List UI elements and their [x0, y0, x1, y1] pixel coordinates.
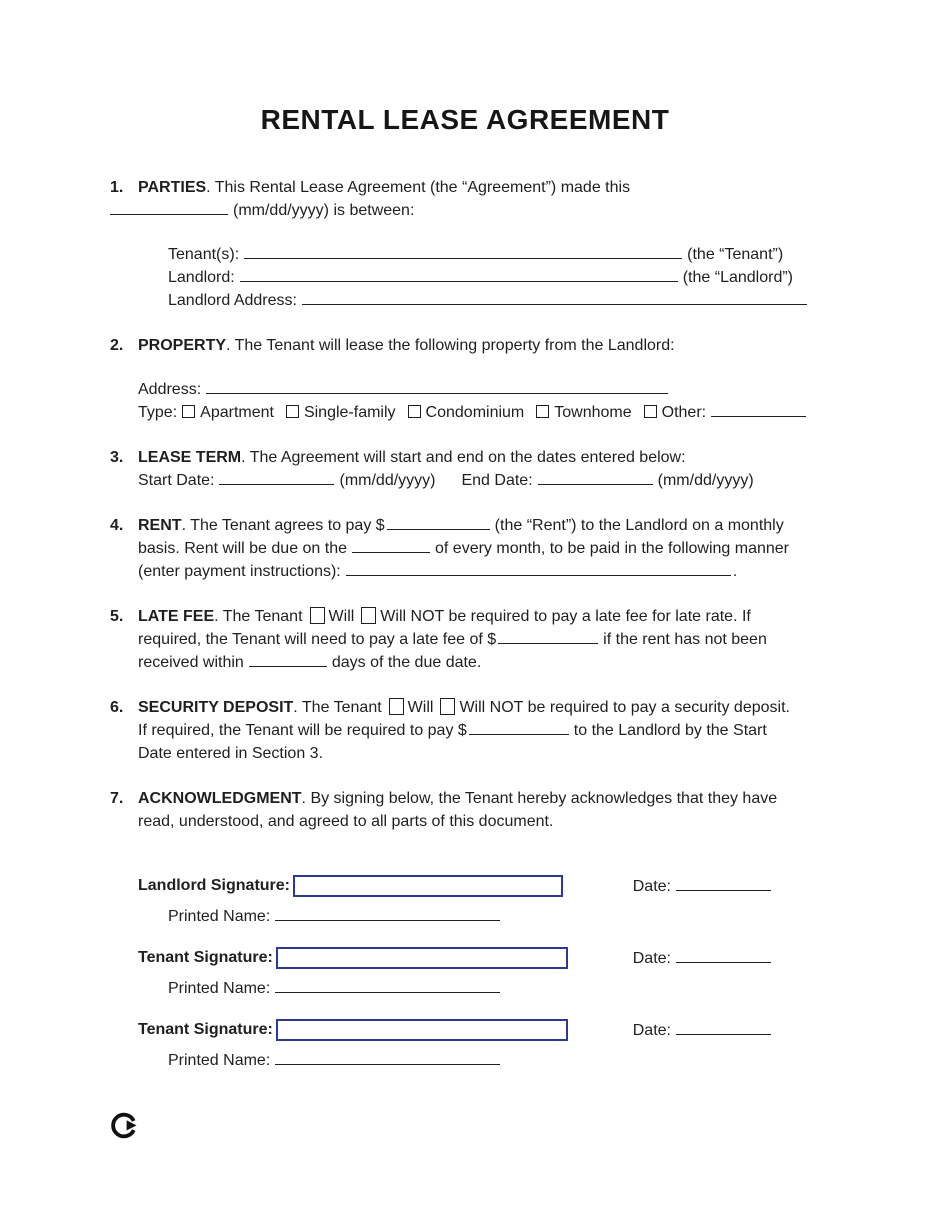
- type-option-single-family: [286, 404, 396, 421]
- option-label: Condominium: [425, 404, 525, 421]
- rent-text-2b: of every month, to be paid in the following manner: [435, 540, 789, 557]
- checkbox-condominium[interactable]: [408, 405, 421, 418]
- blank-rent-amount: [387, 515, 490, 530]
- date-group: [633, 1020, 776, 1040]
- section-lease-term: [110, 446, 820, 492]
- section-number: 2.: [110, 337, 124, 354]
- checkbox-latefee-will-not[interactable]: [361, 607, 376, 624]
- checkbox-apartment[interactable]: [182, 405, 195, 418]
- section-heading: PROPERTY: [138, 337, 227, 354]
- type-option-townhome: [536, 404, 631, 421]
- printed-name-label: Printed Name:: [168, 980, 271, 997]
- signature-block: [110, 875, 820, 1072]
- lease-term-dates-line: [110, 469, 820, 492]
- acknowledgment-text-2: read, understood, and agreed to all parts of this document.: [138, 813, 554, 830]
- rent-intro-text-2: (the “Rent”) to the Landlord on a monthly: [494, 517, 784, 534]
- blank-payment-instructions: [346, 561, 731, 576]
- type-option-other: [644, 404, 811, 421]
- blank-late-days: [249, 652, 327, 667]
- landlord-address-label: Landlord Address:: [168, 292, 297, 309]
- blank-tenant-printed-name-1: [275, 978, 500, 993]
- blank-start-date: [219, 470, 334, 485]
- tenant-signature-label: Tenant Signature:: [138, 949, 273, 966]
- date-label: Date:: [632, 1022, 671, 1039]
- circular-arrow-logo-icon: [110, 1112, 137, 1139]
- date-group: [633, 876, 776, 896]
- option-label: Other:: [661, 404, 707, 421]
- property-intro-text: . The Tenant will lease the following property from the Landlord:: [226, 337, 675, 354]
- tenant-printed-name-row-1: [110, 977, 820, 1000]
- blank-landlord-date: [676, 876, 771, 891]
- checkbox-deposit-will[interactable]: [389, 698, 404, 715]
- tenant-label: Tenant(s):: [168, 246, 240, 263]
- late-fee-text-2a: required, the Tenant will need to pay a late fee of $: [138, 631, 497, 648]
- parties-intro-text: . This Rental Lease Agreement (the “Agreement”) made this: [206, 179, 631, 196]
- property-address-label: Address:: [138, 381, 202, 398]
- acknowledgment-intro-text: . By signing below, the Tenant hereby acknowledges that they have: [301, 790, 778, 807]
- section-number: 7.: [110, 790, 124, 807]
- footer-logo: [110, 1112, 820, 1144]
- section-number: 6.: [110, 699, 124, 716]
- blank-security-deposit-amount: [469, 720, 569, 735]
- acknowledgment-line-1: [110, 787, 820, 810]
- security-deposit-line-1: [110, 696, 820, 719]
- late-fee-text-3a: received within: [138, 654, 244, 671]
- section-heading: SECURITY DEPOSIT: [138, 699, 294, 716]
- landlord-signature-label: Landlord Signature:: [138, 877, 290, 894]
- property-line-1: [110, 334, 820, 357]
- payment-instructions-label: (enter payment instructions):: [138, 563, 341, 580]
- rent-text-2a: basis. Rent will be due on the: [138, 540, 348, 557]
- section-heading: LEASE TERM: [138, 449, 242, 466]
- parties-intro-text-2: (mm/dd/yyyy) is between:: [233, 202, 415, 219]
- security-deposit-intro-text: . The Tenant: [293, 699, 382, 716]
- section-property: [110, 334, 820, 424]
- late-fee-line-2: [110, 628, 820, 651]
- blank-due-day: [352, 538, 430, 553]
- landlord-suffix: (the “Landlord”): [682, 269, 793, 286]
- tenant-signature-input-2[interactable]: [276, 1019, 568, 1041]
- landlord-address-line: [110, 289, 820, 312]
- lease-term-intro-text: . The Agreement will start and end on the dates entered below:: [241, 449, 686, 466]
- checkbox-deposit-will-not[interactable]: [440, 698, 455, 715]
- blank-tenant-name: [244, 244, 682, 259]
- checkbox-single-family[interactable]: [286, 405, 299, 418]
- landlord-signature-input[interactable]: [293, 875, 563, 897]
- blank-landlord-printed-name: [275, 906, 500, 921]
- parties-line-1: [110, 176, 820, 199]
- section-number: 4.: [110, 517, 124, 534]
- blank-end-date: [538, 470, 653, 485]
- deposit-will-not-text: Will NOT be required to pay a security deposit.: [459, 699, 790, 716]
- start-date-label: Start Date:: [138, 472, 215, 489]
- blank-tenant-printed-name-2: [275, 1050, 500, 1065]
- section-parties: [110, 176, 820, 312]
- option-label: Apartment: [200, 404, 274, 421]
- tenant-printed-name-row-2: [110, 1049, 820, 1072]
- printed-name-label: Printed Name:: [168, 908, 271, 925]
- landlord-printed-name-row: [110, 905, 820, 928]
- tenant-suffix: (the “Tenant”): [687, 246, 784, 263]
- rent-line-3: [110, 560, 820, 583]
- tenant-signature-row-1: [110, 947, 820, 969]
- property-type-label: Type:: [138, 404, 178, 421]
- document-title: RENTAL LEASE AGREEMENT: [260, 104, 670, 135]
- blank-other-type: [711, 402, 806, 417]
- late-fee-line-1: [110, 605, 820, 628]
- tenant-name-line: [110, 243, 820, 266]
- late-fee-text-3b: days of the due date.: [331, 654, 482, 671]
- blank-late-fee-amount: [498, 629, 598, 644]
- rent-intro-text: . The Tenant agrees to pay $: [181, 517, 385, 534]
- start-date-format: (mm/dd/yyyy): [339, 472, 436, 489]
- section-number: 1.: [110, 179, 124, 196]
- late-fee-will-label: Will: [328, 608, 355, 625]
- landlord-name-line: [110, 266, 820, 289]
- spacer: [110, 222, 820, 243]
- deposit-text-2a: If required, the Tenant will be required to pay $: [138, 722, 467, 739]
- rent-text-3-end: .: [732, 563, 738, 580]
- type-option-apartment: [182, 404, 274, 421]
- section-heading: LATE FEE: [138, 608, 215, 625]
- checkbox-latefee-will[interactable]: [310, 607, 325, 624]
- late-fee-intro-text: . The Tenant: [214, 608, 303, 625]
- rent-line-2: [110, 537, 820, 560]
- tenant-signature-row-2: [110, 1019, 820, 1041]
- late-fee-line-3: [110, 651, 820, 674]
- blank-tenant-date-1: [676, 948, 771, 963]
- deposit-text-3: Date entered in Section 3.: [138, 745, 324, 762]
- option-label: Single-family: [303, 404, 396, 421]
- acknowledgment-line-2: [110, 810, 820, 833]
- checkbox-townhome[interactable]: [536, 405, 549, 418]
- blank-landlord-address: [302, 290, 807, 305]
- section-late-fee: [110, 605, 820, 674]
- section-rent: [110, 514, 820, 583]
- late-fee-will-not-text: Will NOT be required to pay a late fee for late rate. If: [380, 608, 751, 625]
- section-security-deposit: [110, 696, 820, 765]
- property-type-line: [110, 401, 820, 424]
- blank-agreement-date: [110, 200, 228, 215]
- parties-line-2: [110, 199, 820, 222]
- deposit-text-2b: to the Landlord by the Start: [573, 722, 767, 739]
- late-fee-text-2b: if the rent has not been: [603, 631, 767, 648]
- date-label: Date:: [632, 878, 671, 895]
- section-number: 3.: [110, 449, 124, 466]
- blank-landlord-name: [240, 267, 678, 282]
- type-option-condominium: [408, 404, 525, 421]
- section-heading: ACKNOWLEDGMENT: [138, 790, 302, 807]
- landlord-signature-row: [110, 875, 820, 897]
- section-heading: RENT: [138, 517, 182, 534]
- printed-name-label: Printed Name:: [168, 1052, 271, 1069]
- end-date-format: (mm/dd/yyyy): [657, 472, 754, 489]
- tenant-signature-input-1[interactable]: [276, 947, 568, 969]
- option-label: Townhome: [554, 404, 632, 421]
- checkbox-other[interactable]: [644, 405, 657, 418]
- landlord-label: Landlord:: [168, 269, 235, 286]
- end-date-label: End Date:: [461, 472, 533, 489]
- blank-tenant-date-2: [676, 1020, 771, 1035]
- tenant-signature-label: Tenant Signature:: [138, 1021, 273, 1038]
- security-deposit-line-2: [110, 719, 820, 742]
- property-address-line: [110, 378, 820, 401]
- date-label: Date:: [632, 950, 671, 967]
- rent-line-1: [110, 514, 820, 537]
- date-group: [633, 948, 776, 968]
- deposit-will-label: Will: [407, 699, 434, 716]
- section-acknowledgment: [110, 787, 820, 833]
- section-heading: PARTIES: [138, 179, 207, 196]
- lease-term-line-1: [110, 446, 820, 469]
- spacer: [110, 357, 820, 378]
- section-number: 5.: [110, 608, 124, 625]
- security-deposit-line-3: [110, 742, 820, 765]
- blank-property-address: [206, 379, 668, 394]
